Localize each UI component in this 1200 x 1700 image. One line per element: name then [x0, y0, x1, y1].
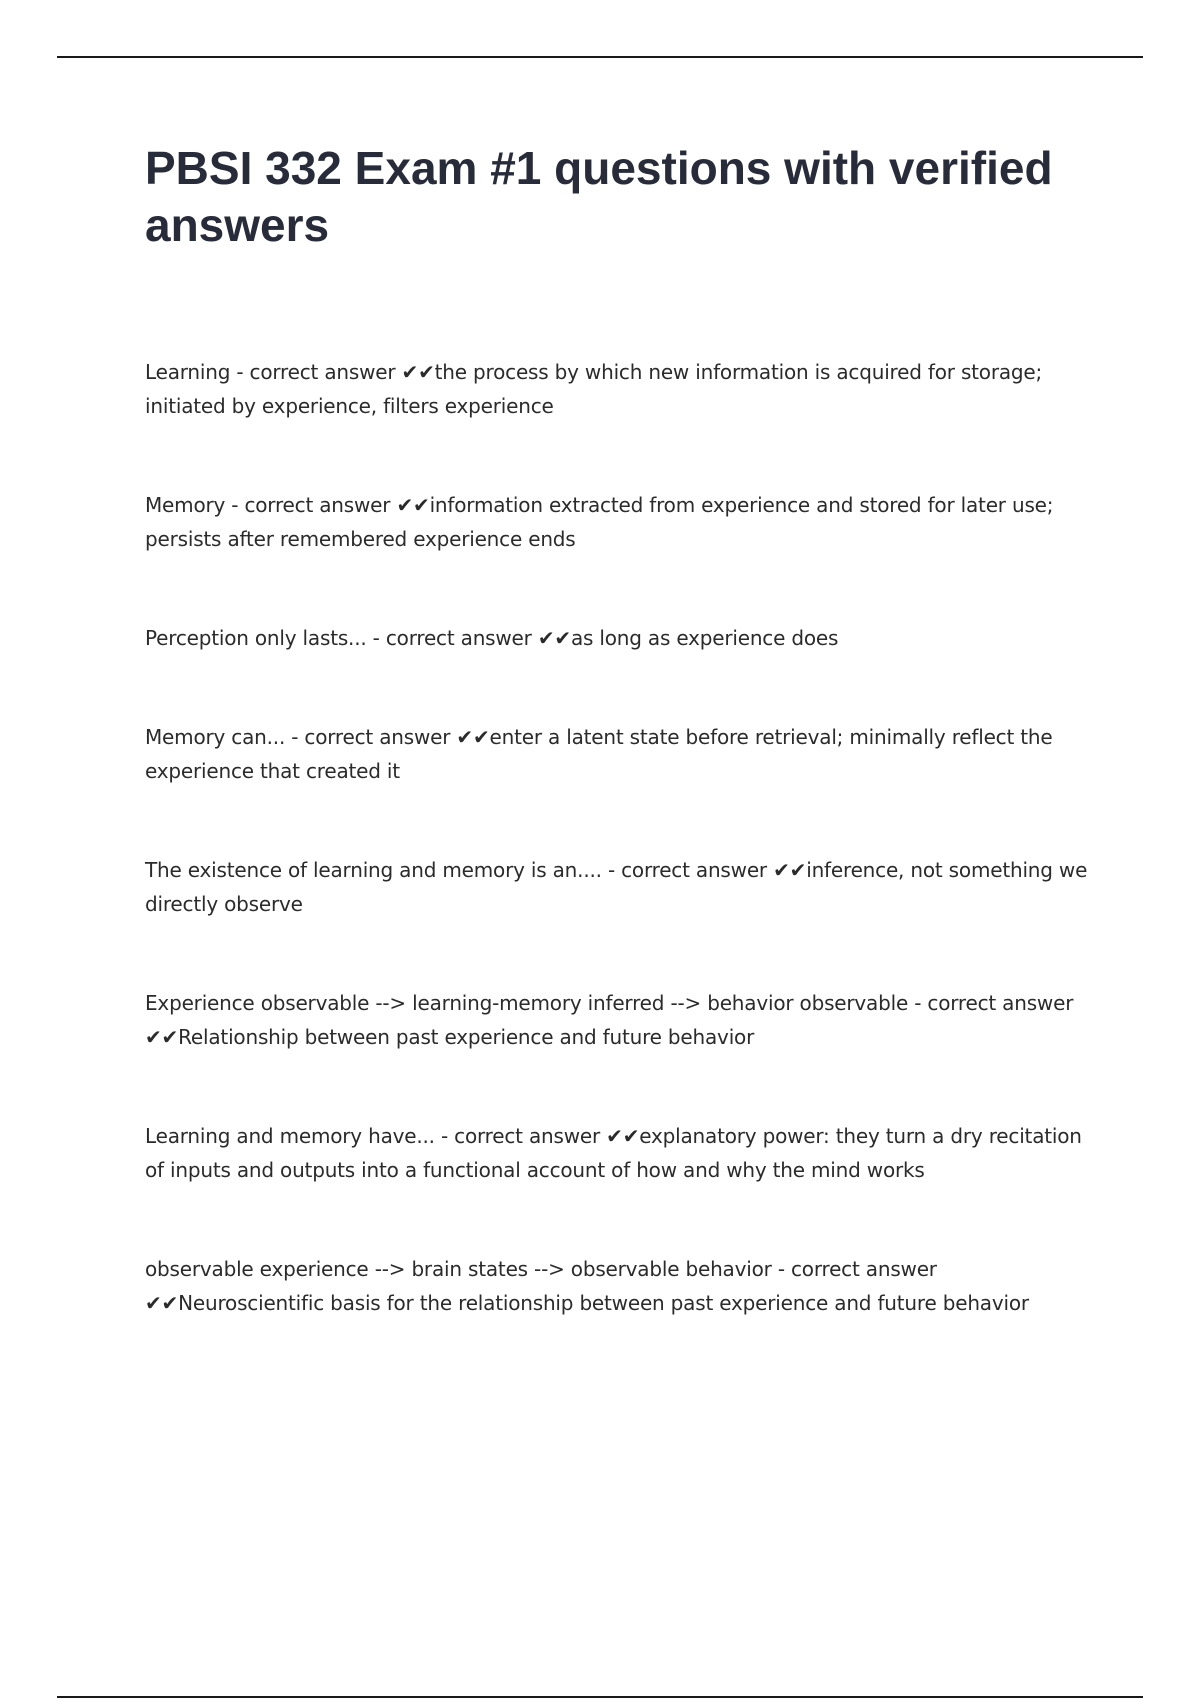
- header-rule: [57, 56, 1143, 58]
- page-title: PBSI 332 Exam #1 questions with verified answers: [145, 142, 1053, 251]
- qa-item-perception: Perception only lasts... - correct answer ✔✔as long as experience does: [145, 626, 839, 650]
- qa-item-memory: Memory - correct answer ✔✔information extracted from experience and stored for later use; persists after remembered experience ends: [145, 493, 1054, 551]
- footer-rule: [57, 1696, 1143, 1698]
- qa-item-existence: The existence of learning and memory is an.... - correct answer ✔✔inference, not something we directly observe: [145, 858, 1088, 916]
- qa-item-explanatory-power: Learning and memory have... - correct answer ✔✔explanatory power: they turn a dry recitation of inputs and outputs into a functional account of how and why the mind works: [145, 1124, 1082, 1182]
- qa-item-brain-states: observable experience --> brain states --> observable behavior - correct answer ✔✔Neuroscientific basis for the relationship between past experience and future behavior: [145, 1257, 1029, 1315]
- qa-item-learning: Learning - correct answer ✔✔the process by which new information is acquired for storage; initiated by experience, filters experience: [145, 360, 1043, 418]
- qa-item-experience-observable: Experience observable --> learning-memory inferred --> behavior observable - correct answer ✔✔Relationship between past experience and future behavior: [145, 991, 1074, 1049]
- qa-item-memory-can: Memory can... - correct answer ✔✔enter a latent state before retrieval; minimally reflect the experience that created it: [145, 725, 1053, 783]
- qa-list: [145, 355, 1095, 1385]
